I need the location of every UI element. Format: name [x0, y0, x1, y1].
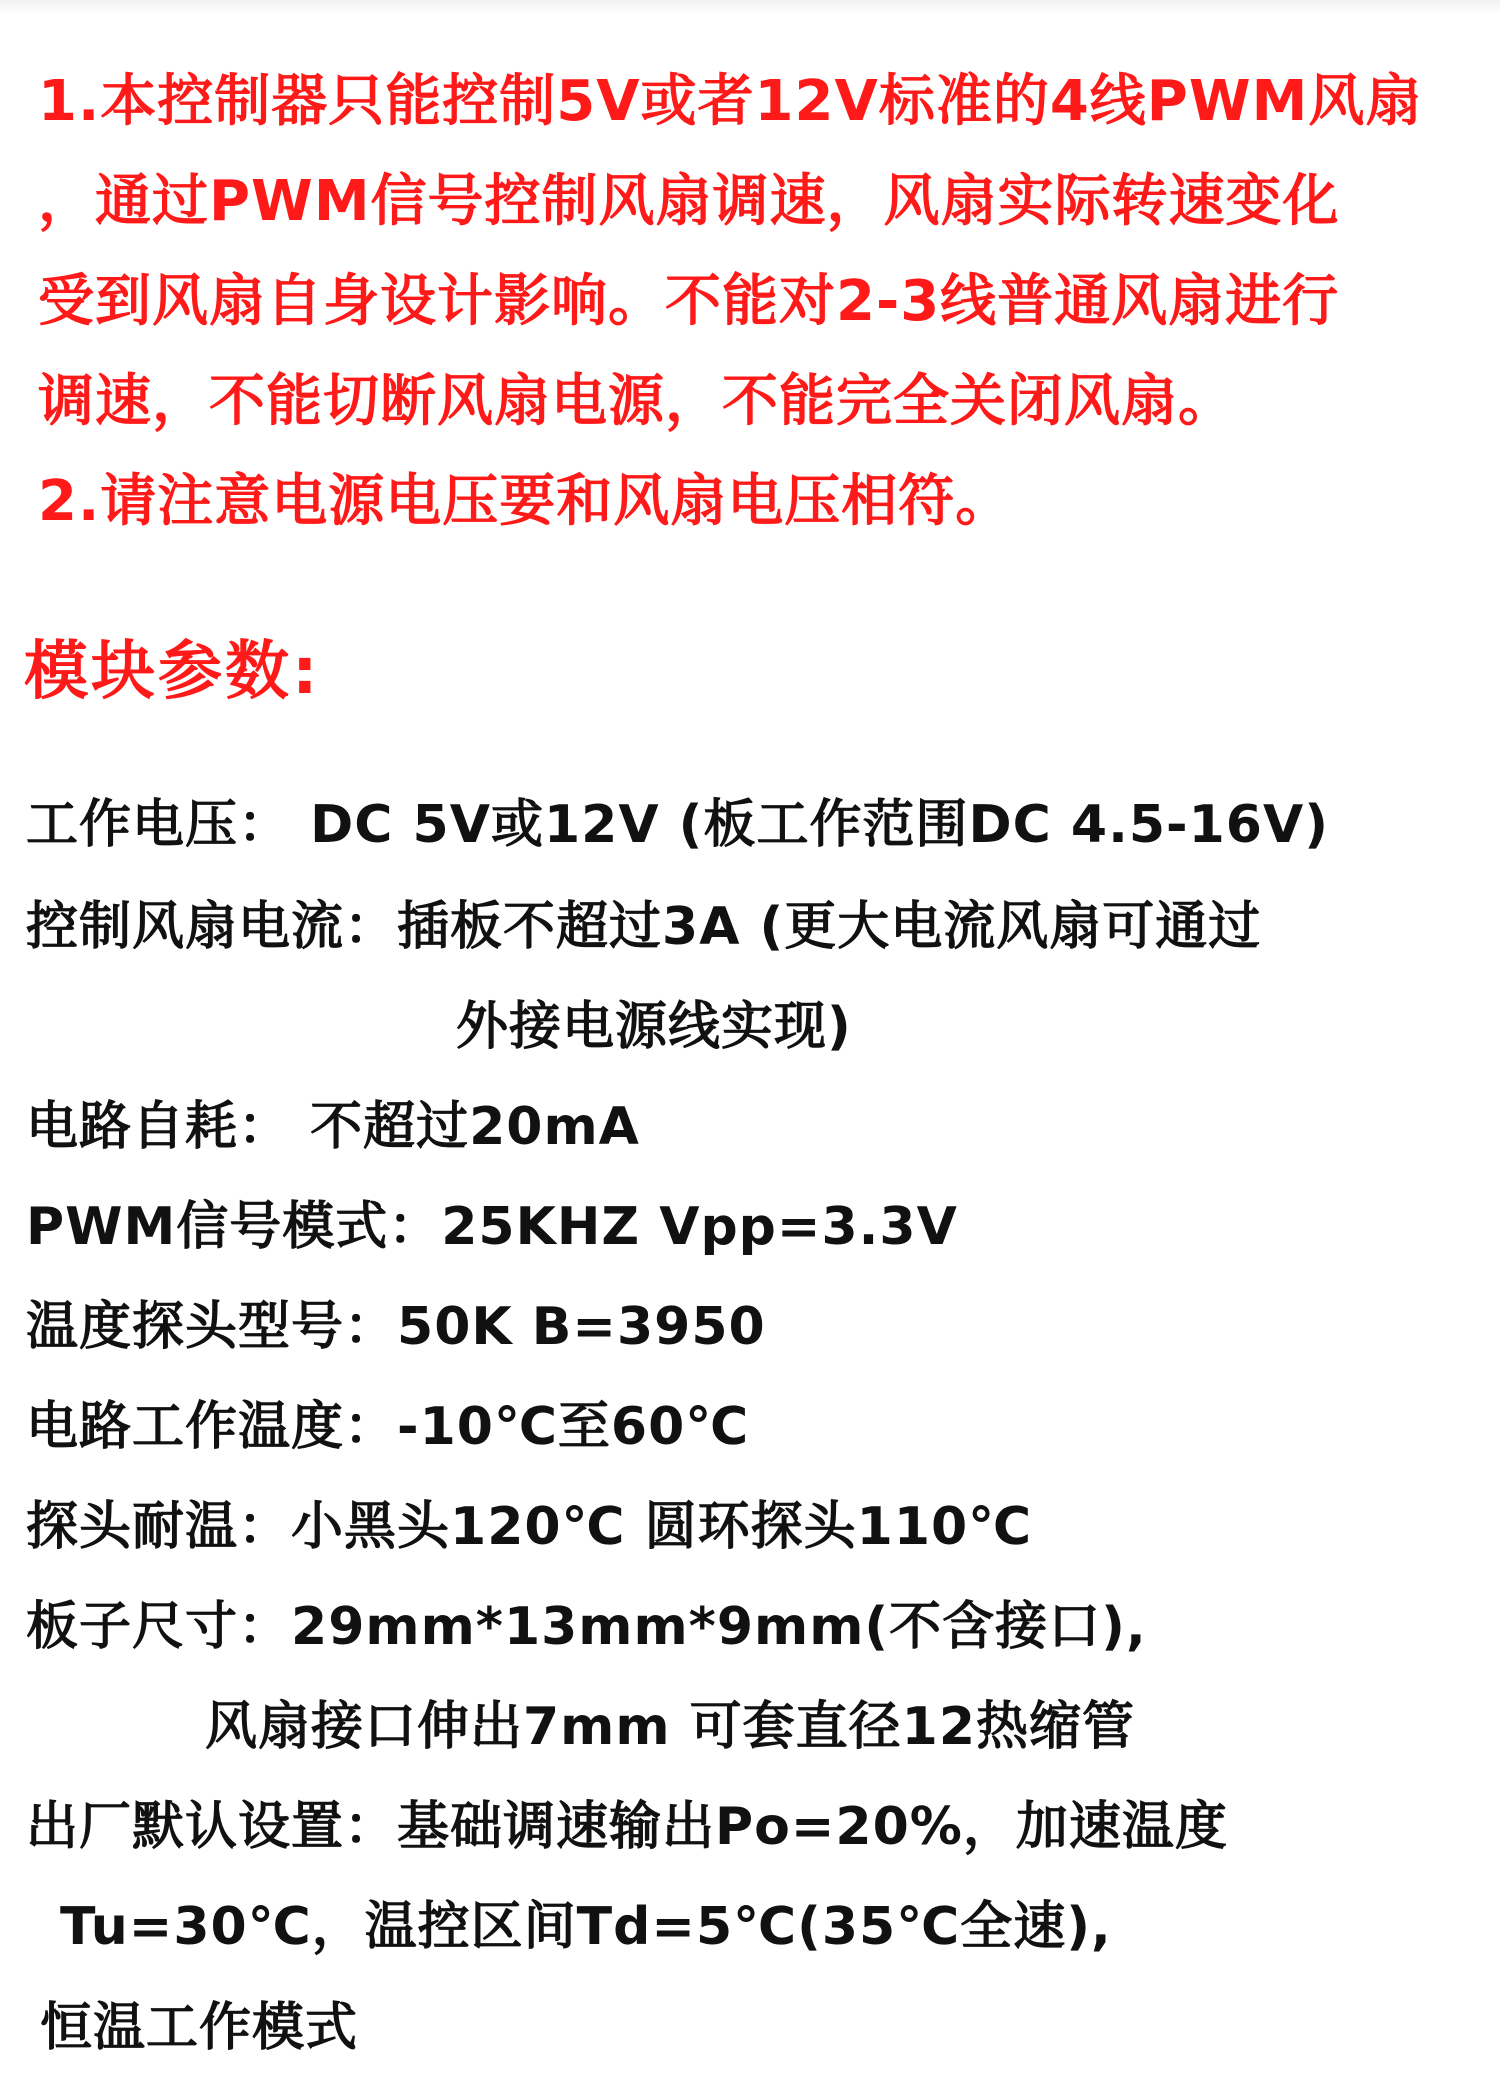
spec-item-probe-temp-rating [26, 1477, 1032, 1577]
spec-label: 工作电压： [26, 795, 292, 855]
spec-value: 不超过20mA [291, 1097, 640, 1157]
spec-item-operating-temp [26, 1377, 749, 1477]
spec-item-board-size [26, 1577, 1147, 1677]
spec-continuation: 外接电源线实现) [456, 997, 852, 1057]
spec-label: 电路自耗： [26, 1097, 292, 1157]
spec-value: 25KHZ Vpp=3.3V [441, 1197, 958, 1257]
cutoff-text: 恒温工作模式 [40, 1998, 359, 2058]
top-edge-shadow [0, 0, 1500, 14]
spec-item-probe-model [26, 1277, 766, 1377]
spec-label: 控制风扇电流： [26, 897, 398, 957]
spec-item-working-voltage [26, 775, 1329, 875]
notice-line-3: 受到风扇自身设计影响。不能对2-3线普通风扇进行 [38, 269, 1340, 334]
spec-value: 插板不超过3A (更大电流风扇可通过 [397, 897, 1262, 957]
spec-label: 电路工作温度： [26, 1397, 398, 1457]
spec-continuation: 风扇接口伸出7mm 可套直径12热缩管 [205, 1697, 1136, 1757]
spec-value: 基础调速输出Po=20%，加速温度 [397, 1797, 1228, 1857]
spec-item-pwm-mode [26, 1177, 958, 1277]
spec-value: 小黑头120℃ 圆环探头110℃ [291, 1497, 1033, 1557]
spec-label: PWM信号模式： [26, 1197, 442, 1257]
spec-value: 29mm*13mm*9mm(不含接口), [291, 1597, 1147, 1657]
spec-value: DC 5V或12V (板工作范围DC 4.5-16V) [291, 795, 1329, 855]
spec-item-fan-current [26, 877, 1261, 977]
notice-line-2: ，通过PWM信号控制风扇调速，风扇实际转速变化 [38, 169, 1340, 234]
notice-line-4: 调速，不能切断风扇电源，不能完全关闭风扇。 [38, 369, 1235, 434]
spec-value: 50K B=3950 [397, 1297, 766, 1357]
spec-item-self-consumption [26, 1077, 640, 1177]
spec-value: -10℃至60℃ [397, 1397, 750, 1457]
spec-label: 板子尺寸： [26, 1597, 292, 1657]
spec-item-factory-defaults [26, 1777, 1228, 1877]
notice-line-5: 2.请注意电源电压要和风扇电压相符。 [38, 469, 1013, 534]
notice-line-1: 1.本控制器只能控制5V或者12V标准的4线PWM风扇 [38, 69, 1423, 134]
spec-label: 出厂默认设置： [26, 1797, 398, 1857]
spec-label: 温度探头型号： [26, 1297, 398, 1357]
section-title: 模块参数: [24, 635, 321, 709]
spec-label: 探头耐温： [26, 1497, 292, 1557]
spec-continuation: Tu=30℃，温控区间Td=5℃(35℃全速), [60, 1897, 1112, 1957]
